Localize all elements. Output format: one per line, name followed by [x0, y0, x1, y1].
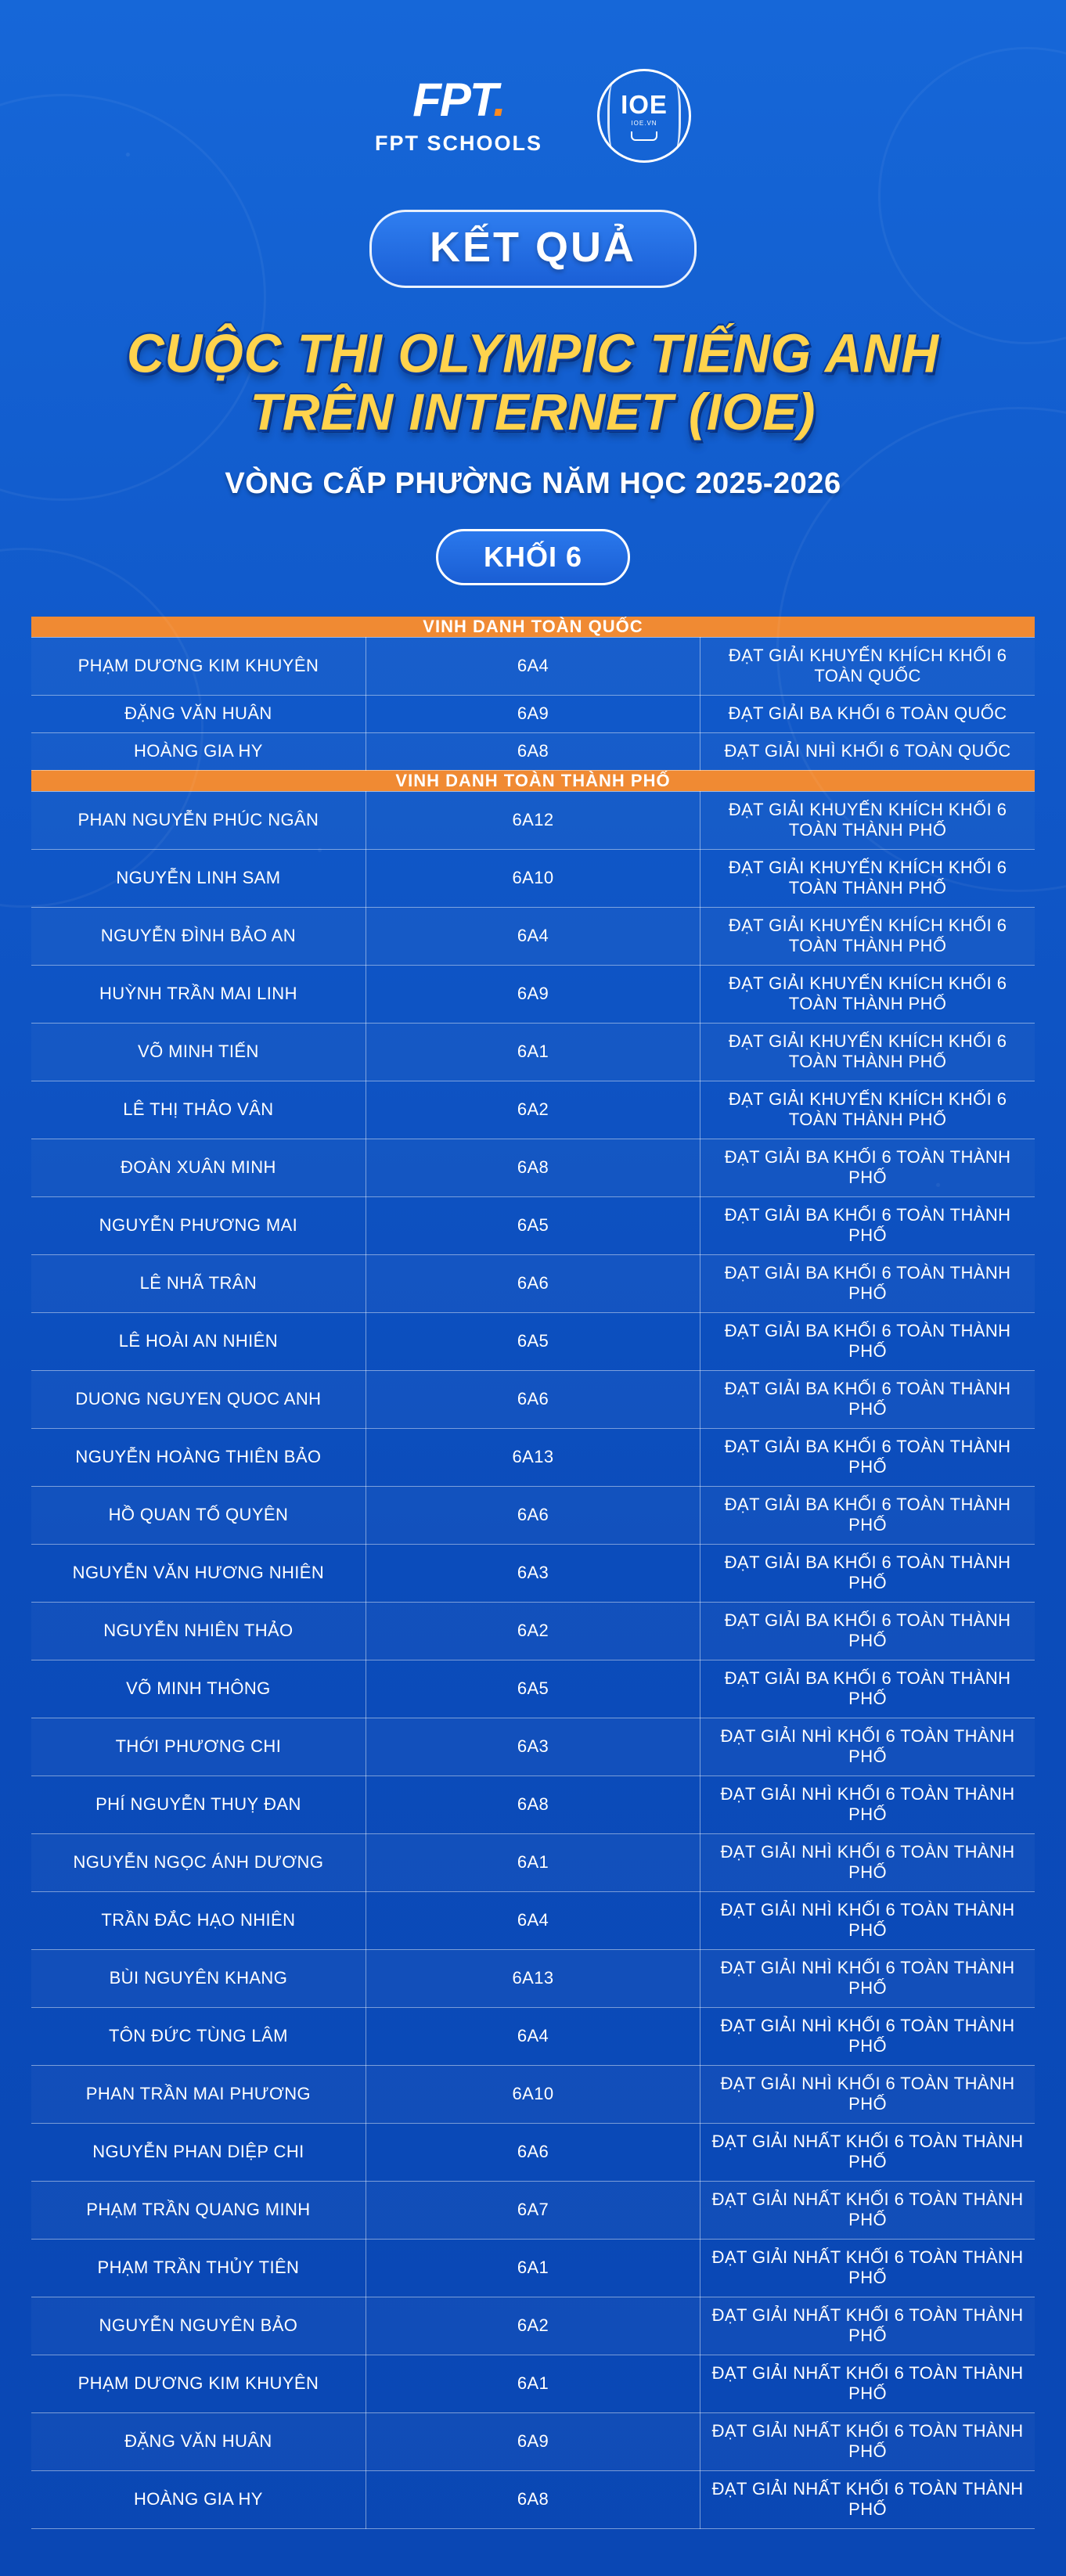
table-row [31, 1312, 1035, 1370]
student-name: TÔN ĐỨC TÙNG LÂM [31, 2007, 366, 2065]
table-row [31, 2470, 1035, 2528]
student-award: ĐẠT GIẢI KHUYẾN KHÍCH KHỐI 6 TOÀN THÀNH PHỐ [700, 907, 1035, 965]
student-class: 6A9 [366, 965, 700, 1023]
fpt-schools-logo [374, 73, 542, 156]
student-name: LÊ HOÀI AN NHIÊN [31, 1312, 366, 1370]
ioe-logo [597, 69, 691, 163]
table-row [31, 1254, 1035, 1312]
student-class: 6A10 [366, 2065, 700, 2123]
student-award: ĐẠT GIẢI BA KHỐI 6 TOÀN THÀNH PHỐ [700, 1196, 1035, 1254]
student-class: 6A6 [366, 1370, 700, 1428]
table-row [31, 849, 1035, 907]
student-award: ĐẠT GIẢI BA KHỐI 6 TOÀN THÀNH PHỐ [700, 1544, 1035, 1602]
table-row [31, 2123, 1035, 2181]
student-class: 6A4 [366, 1891, 700, 1949]
student-award: ĐẠT GIẢI BA KHỐI 6 TOÀN THÀNH PHỐ [700, 1486, 1035, 1544]
ioe-logo-subtext: IOE.VN [631, 119, 657, 127]
grade-badge-wrap [0, 529, 1066, 585]
table-row [31, 1139, 1035, 1196]
student-name: HUỲNH TRẦN MAI LINH [31, 965, 366, 1023]
student-name: PHÍ NGUYỄN THUỴ ĐAN [31, 1775, 366, 1833]
student-class: 6A8 [366, 732, 700, 770]
student-award: ĐẠT GIẢI NHẤT KHỐI 6 TOÀN THÀNH PHỐ [700, 2412, 1035, 2470]
student-class: 6A1 [366, 1023, 700, 1081]
student-award: ĐẠT GIẢI BA KHỐI 6 TOÀN QUỐC [700, 695, 1035, 732]
section-header-row [31, 770, 1035, 791]
student-name: THỚI PHƯƠNG CHI [31, 1718, 366, 1775]
student-class: 6A6 [366, 1486, 700, 1544]
student-class: 6A6 [366, 1254, 700, 1312]
student-name: NGUYỄN VĂN HƯƠNG NHIÊN [31, 1544, 366, 1602]
student-name: PHAN TRẦN MAI PHƯƠNG [31, 2065, 366, 2123]
student-name: NGUYỄN NGỌC ÁNH DƯƠNG [31, 1833, 366, 1891]
table-row [31, 2412, 1035, 2470]
student-award: ĐẠT GIẢI NHÌ KHỐI 6 TOÀN THÀNH PHỐ [700, 2065, 1035, 2123]
page-title-line-1: CUỘC THI OLYMPIC TIẾNG ANH [127, 322, 939, 384]
student-class: 6A4 [366, 2007, 700, 2065]
fpt-logo-name: FPT SCHOOLS [374, 131, 542, 155]
student-award: ĐẠT GIẢI NHÌ KHỐI 6 TOÀN THÀNH PHỐ [700, 1775, 1035, 1833]
student-award: ĐẠT GIẢI KHUYẾN KHÍCH KHỐI 6 TOÀN THÀNH PHỐ [700, 1081, 1035, 1139]
student-name: TRẦN ĐẮC HẠO NHIÊN [31, 1891, 366, 1949]
table-row [31, 1602, 1035, 1660]
student-name: PHẠM TRẦN THỦY TIÊN [31, 2239, 366, 2297]
student-name: HOÀNG GIA HY [31, 732, 366, 770]
section-header-label: VINH DANH TOÀN THÀNH PHỐ [31, 770, 1035, 791]
student-name: VÕ MINH TIẾN [31, 1023, 366, 1081]
logo-bar [0, 0, 1066, 163]
page-title-line-2: TRÊN INTERNET (IOE) [250, 383, 816, 441]
student-class: 6A1 [366, 1833, 700, 1891]
student-class: 6A7 [366, 2181, 700, 2239]
student-class: 6A9 [366, 2412, 700, 2470]
student-award: ĐẠT GIẢI BA KHỐI 6 TOÀN THÀNH PHỐ [700, 1254, 1035, 1312]
page-title [0, 322, 1066, 441]
student-award: ĐẠT GIẢI KHUYẾN KHÍCH KHỐI 6 TOÀN THÀNH PHỐ [700, 965, 1035, 1023]
student-class: 6A8 [366, 2470, 700, 2528]
table-row [31, 1775, 1035, 1833]
student-class: 6A1 [366, 2355, 700, 2412]
results-table-wrap [31, 617, 1035, 2576]
student-class: 6A10 [366, 849, 700, 907]
table-row [31, 1833, 1035, 1891]
student-award: ĐẠT GIẢI NHÌ KHỐI 6 TOÀN QUỐC [700, 732, 1035, 770]
student-name: NGUYỄN PHƯƠNG MAI [31, 1196, 366, 1254]
student-name: BÙI NGUYÊN KHANG [31, 1949, 366, 2007]
table-row [31, 1660, 1035, 1718]
student-award: ĐẠT GIẢI NHẤT KHỐI 6 TOÀN THÀNH PHỐ [700, 2470, 1035, 2528]
student-name: NGUYỄN HOÀNG THIÊN BẢO [31, 1428, 366, 1486]
student-class: 6A2 [366, 2297, 700, 2355]
result-badge: KẾT QUẢ [369, 210, 697, 288]
student-name: NGUYỄN NHIÊN THẢO [31, 1602, 366, 1660]
table-row [31, 1891, 1035, 1949]
student-name: ĐOÀN XUÂN MINH [31, 1139, 366, 1196]
student-class: 6A6 [366, 2123, 700, 2181]
student-class: 6A5 [366, 1312, 700, 1370]
student-award: ĐẠT GIẢI KHUYẾN KHÍCH KHỐI 6 TOÀN QUỐC [700, 637, 1035, 695]
student-name: LÊ THỊ THẢO VÂN [31, 1081, 366, 1139]
table-row [31, 2007, 1035, 2065]
student-name: PHẠM TRẦN QUANG MINH [31, 2181, 366, 2239]
student-class: 6A5 [366, 1660, 700, 1718]
student-name: PHAN NGUYỄN PHÚC NGÂN [31, 791, 366, 849]
table-row [31, 695, 1035, 732]
student-award: ĐẠT GIẢI NHẤT KHỐI 6 TOÀN THÀNH PHỐ [700, 2355, 1035, 2412]
student-award: ĐẠT GIẢI KHUYẾN KHÍCH KHỐI 6 TOÀN THÀNH PHỐ [700, 849, 1035, 907]
page-subtitle: VÒNG CẤP PHƯỜNG NĂM HỌC 2025-2026 [225, 466, 841, 500]
student-class: 6A9 [366, 695, 700, 732]
result-badge-wrap [0, 210, 1066, 288]
student-name: ĐẶNG VĂN HUÂN [31, 695, 366, 732]
student-name: VÕ MINH THÔNG [31, 1660, 366, 1718]
student-award: ĐẠT GIẢI KHUYẾN KHÍCH KHỐI 6 TOÀN THÀNH PHỐ [700, 1023, 1035, 1081]
fpt-logo-mark-text: FPT [412, 73, 494, 126]
table-row [31, 2065, 1035, 2123]
student-class: 6A3 [366, 1544, 700, 1602]
student-award: ĐẠT GIẢI KHUYẾN KHÍCH KHỐI 6 TOÀN THÀNH PHỐ [700, 791, 1035, 849]
laurel-icon [607, 85, 620, 148]
student-name: DUONG NGUYEN QUOC ANH [31, 1370, 366, 1428]
student-name: ĐẶNG VĂN HUÂN [31, 2412, 366, 2470]
laurel-icon [668, 85, 681, 148]
grade-badge: KHỐI 6 [436, 529, 630, 585]
student-class: 6A4 [366, 907, 700, 965]
student-class: 6A13 [366, 1949, 700, 2007]
student-name: LÊ NHÃ TRÂN [31, 1254, 366, 1312]
table-row [31, 1370, 1035, 1428]
student-class: 6A5 [366, 1196, 700, 1254]
table-row [31, 2297, 1035, 2355]
table-row [31, 1196, 1035, 1254]
student-award: ĐẠT GIẢI NHẤT KHỐI 6 TOÀN THÀNH PHỐ [700, 2239, 1035, 2297]
table-row [31, 732, 1035, 770]
student-name: HOÀNG GIA HY [31, 2470, 366, 2528]
student-award: ĐẠT GIẢI BA KHỐI 6 TOÀN THÀNH PHỐ [700, 1660, 1035, 1718]
table-row [31, 1023, 1035, 1081]
student-class: 6A13 [366, 1428, 700, 1486]
table-row [31, 791, 1035, 849]
table-row [31, 1718, 1035, 1775]
student-class: 6A8 [366, 1139, 700, 1196]
student-name: PHẠM DƯƠNG KIM KHUYÊN [31, 2355, 366, 2412]
student-name: NGUYỄN LINH SAM [31, 849, 366, 907]
student-class: 6A2 [366, 1602, 700, 1660]
table-row [31, 1486, 1035, 1544]
student-award: ĐẠT GIẢI BA KHỐI 6 TOÀN THÀNH PHỐ [700, 1602, 1035, 1660]
table-row [31, 1081, 1035, 1139]
student-class: 6A3 [366, 1718, 700, 1775]
table-row [31, 907, 1035, 965]
student-name: HỒ QUAN TỐ QUYÊN [31, 1486, 366, 1544]
student-award: ĐẠT GIẢI BA KHỐI 6 TOÀN THÀNH PHỐ [700, 1370, 1035, 1428]
student-award: ĐẠT GIẢI NHÌ KHỐI 6 TOÀN THÀNH PHỐ [700, 1718, 1035, 1775]
fpt-logo-mark [375, 73, 542, 126]
student-award: ĐẠT GIẢI NHÌ KHỐI 6 TOÀN THÀNH PHỐ [700, 1891, 1035, 1949]
student-award: ĐẠT GIẢI NHÌ KHỐI 6 TOÀN THÀNH PHỐ [700, 1949, 1035, 2007]
student-award: ĐẠT GIẢI BA KHỐI 6 TOÀN THÀNH PHỐ [700, 1312, 1035, 1370]
student-award: ĐẠT GIẢI NHẤT KHỐI 6 TOÀN THÀNH PHỐ [700, 2181, 1035, 2239]
fpt-logo-dot: . [493, 73, 505, 126]
student-award: ĐẠT GIẢI NHÌ KHỐI 6 TOÀN THÀNH PHỐ [700, 1833, 1035, 1891]
student-name: PHẠM DƯƠNG KIM KHUYÊN [31, 637, 366, 695]
student-class: 6A12 [366, 791, 700, 849]
student-award: ĐẠT GIẢI BA KHỐI 6 TOÀN THÀNH PHỐ [700, 1139, 1035, 1196]
table-row [31, 1544, 1035, 1602]
student-award: ĐẠT GIẢI NHẤT KHỐI 6 TOÀN THÀNH PHỐ [700, 2123, 1035, 2181]
table-row [31, 1428, 1035, 1486]
student-award: ĐẠT GIẢI BA KHỐI 6 TOÀN THÀNH PHỐ [700, 1428, 1035, 1486]
table-row [31, 637, 1035, 695]
student-award: ĐẠT GIẢI NHÌ KHỐI 6 TOÀN THÀNH PHỐ [700, 2007, 1035, 2065]
results-table [31, 617, 1035, 2529]
student-name: NGUYỄN NGUYÊN BẢO [31, 2297, 366, 2355]
section-header-row [31, 617, 1035, 638]
student-name: NGUYỄN PHAN DIỆP CHI [31, 2123, 366, 2181]
table-row [31, 1949, 1035, 2007]
table-row [31, 965, 1035, 1023]
student-class: 6A4 [366, 637, 700, 695]
student-name: NGUYỄN ĐÌNH BẢO AN [31, 907, 366, 965]
section-header-label: VINH DANH TOÀN QUỐC [31, 617, 1035, 638]
student-award: ĐẠT GIẢI NHẤT KHỐI 6 TOÀN THÀNH PHỐ [700, 2297, 1035, 2355]
table-row [31, 2239, 1035, 2297]
table-row [31, 2355, 1035, 2412]
student-class: 6A2 [366, 1081, 700, 1139]
ioe-logo-text: IOE [621, 89, 668, 119]
student-class: 6A1 [366, 2239, 700, 2297]
student-class: 6A8 [366, 1775, 700, 1833]
table-row [31, 2181, 1035, 2239]
book-icon [631, 131, 657, 141]
